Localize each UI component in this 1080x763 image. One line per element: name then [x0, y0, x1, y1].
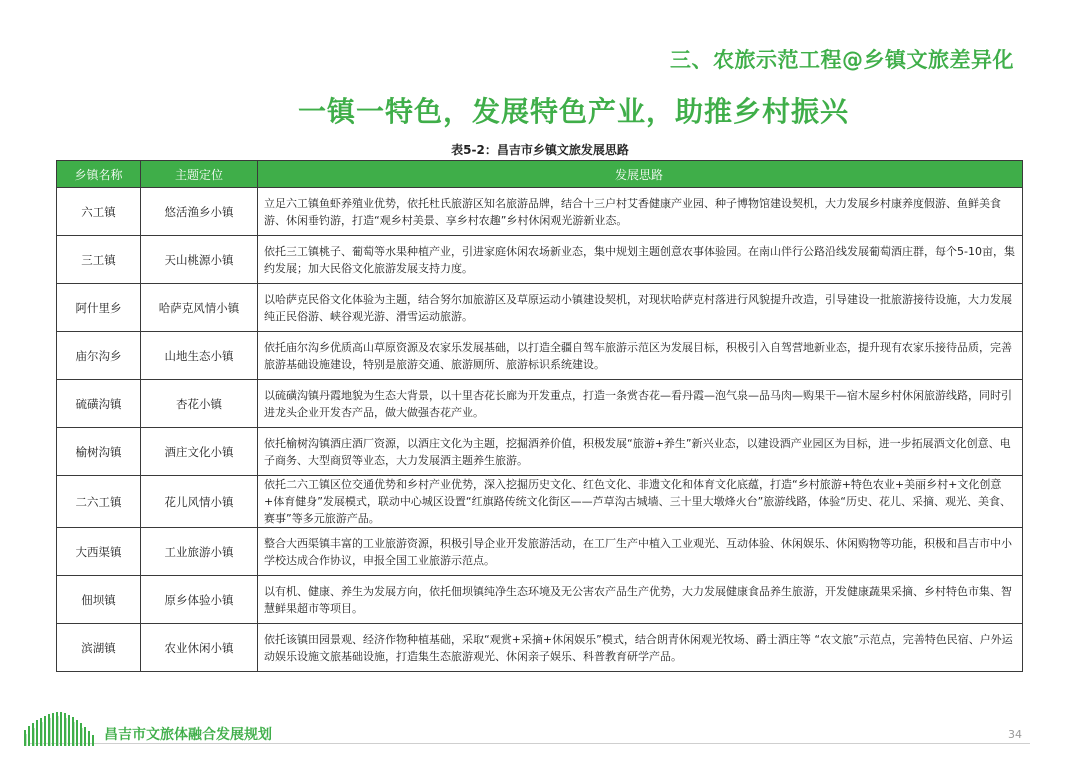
theme-cell: 花儿风情小镇: [141, 476, 258, 528]
theme-cell: 农业休闲小镇: [141, 624, 258, 672]
theme-cell: 天山桃源小镇: [141, 236, 258, 284]
table-row: [57, 624, 1023, 672]
theme-cell: 哈萨克风情小镇: [141, 284, 258, 332]
theme-cell: 原乡体验小镇: [141, 576, 258, 624]
footer-title: 昌吉市文旅体融合发展规划: [104, 727, 272, 743]
theme-cell: 山地生态小镇: [141, 332, 258, 380]
table-row: [57, 188, 1023, 236]
town-name-cell: 大西渠镇: [57, 528, 141, 576]
page-number: 34: [1008, 728, 1022, 741]
column-header-idea: 发展思路: [258, 161, 1023, 188]
town-name-cell: 庙尔沟乡: [57, 332, 141, 380]
town-name-cell: 三工镇: [57, 236, 141, 284]
idea-cell: 依托榆树沟镇酒庄酒厂资源，以酒庄文化为主题，挖掘酒养价值，积极发展“旅游+养生”新兴业态，以建设酒产业园区为目标，进一步拓展酒文化创意、电子商务、大型商贸等业态，大力发展酒主题养生旅游。: [258, 428, 1023, 476]
idea-cell: 整合大西渠镇丰富的工业旅游资源，积极引导企业开发旅游活动，在工厂生产中植入工业观光、互动体验、休闲娱乐、休闲购物等功能，积极和昌吉市中小学校达成合作协议，申报全国工业旅游示范点。: [258, 528, 1023, 576]
idea-cell: 依托二六工镇区位交通优势和乡村产业优势，深入挖掘历史文化、红色文化、非遗文化和体育文化底蕴，打造“乡村旅游+特色农业+美丽乡村+文化创意+体育健身”发展模式，联动中心城区设置“红旗路传统文化街区——芦草沟古城墙、三十里大墩烽火台”旅游线路，体验“历史、花儿、采摘、观光、美食、赛事”等多元旅游产品。: [258, 476, 1023, 528]
idea-cell: 以硫磺沟镇丹霞地貌为生态大背景，以十里杏花长廊为开发重点，打造一条赏杏花—看丹霞—泡气泉—品马肉—购果干—宿木屋乡村休闲旅游线路，同时引进龙头企业开发杏产品，做大做强杏花产业。: [258, 380, 1023, 428]
table-row: [57, 332, 1023, 380]
idea-cell: 依托三工镇桃子、葡萄等水果种植产业，引进家庭休闲农场新业态，集中规划主题创意农事体验园。在南山伴行公路沿线发展葡萄酒庄群，每个5-10亩，集约发展；加大民俗文化旅游发展支持力度。: [258, 236, 1023, 284]
column-header-town: 乡镇名称: [57, 161, 141, 188]
table-row: [57, 380, 1023, 428]
theme-cell: 酒庄文化小镇: [141, 428, 258, 476]
theme-cell: 杏花小镇: [141, 380, 258, 428]
idea-cell: 依托该镇田园景观、经济作物种植基础，采取“观赏+采摘+休闲娱乐”模式，结合朗青休闲观光牧场、爵士酒庄等 “农文旅”示范点，完善特色民宿、户外运动娱乐设施文旅基础设施，打造集生态旅游观光、休闲亲子娱乐、科普教育研学产品。: [258, 624, 1023, 672]
theme-cell: 工业旅游小镇: [141, 528, 258, 576]
table-row: [57, 528, 1023, 576]
table-caption: 表5-2：昌吉市乡镇文旅发展思路: [451, 143, 629, 157]
town-name-cell: 佃坝镇: [57, 576, 141, 624]
idea-cell: 依托庙尔沟乡优质高山草原资源及农家乐发展基础，以打造全疆自驾车旅游示范区为发展目标，积极引入自驾营地新业态，提升现有农家乐接待品质，完善旅游基础设施建设，特别是旅游交通、旅游厕所、旅游标识系统建设。: [258, 332, 1023, 380]
city-skyline-bars-icon: [22, 710, 100, 746]
table-row: [57, 576, 1023, 624]
town-name-cell: 榆树沟镇: [57, 428, 141, 476]
idea-cell: 立足六工镇鱼虾养殖业优势，依托杜氏旅游区知名旅游品牌，结合十三户村艾香健康产业园、种子博物馆建设契机，大力发展乡村康养度假游、鱼鲜美食游、休闲垂钓游，打造“观乡村美景、享乡村农趣”乡村休闲观光游新业态。: [258, 188, 1023, 236]
table-row: [57, 284, 1023, 332]
table-row: [57, 236, 1023, 284]
section-title: 三、农旅示范工程@乡镇文旅差异化: [670, 48, 1014, 72]
table-header-row: [57, 161, 1023, 188]
town-name-cell: 硫磺沟镇: [57, 380, 141, 428]
table-row: [57, 476, 1023, 528]
column-header-theme: 主题定位: [141, 161, 258, 188]
theme-cell: 悠活渔乡小镇: [141, 188, 258, 236]
town-name-cell: 二六工镇: [57, 476, 141, 528]
town-name-cell: 滨湖镇: [57, 624, 141, 672]
idea-cell: 以哈萨克民俗文化体验为主题，结合努尔加旅游区及草原运动小镇建设契机，对现状哈萨克村落进行风貌提升改造，引导建设一批旅游接待设施，大力发展纯正民俗游、峡谷观光游、滑雪运动旅游。: [258, 284, 1023, 332]
town-strategy-table: [56, 160, 1023, 672]
table-row: [57, 428, 1023, 476]
town-name-cell: 六工镇: [57, 188, 141, 236]
town-name-cell: 阿什里乡: [57, 284, 141, 332]
idea-cell: 以有机、健康、养生为发展方向，依托佃坝镇纯净生态环境及无公害农产品生产优势，大力发展健康食品养生旅游，开发健康蔬果采摘、乡村特色市集、智慧鲜果超市等项目。: [258, 576, 1023, 624]
page-headline: 一镇一特色，发展特色产业，助推乡村振兴: [298, 95, 850, 128]
